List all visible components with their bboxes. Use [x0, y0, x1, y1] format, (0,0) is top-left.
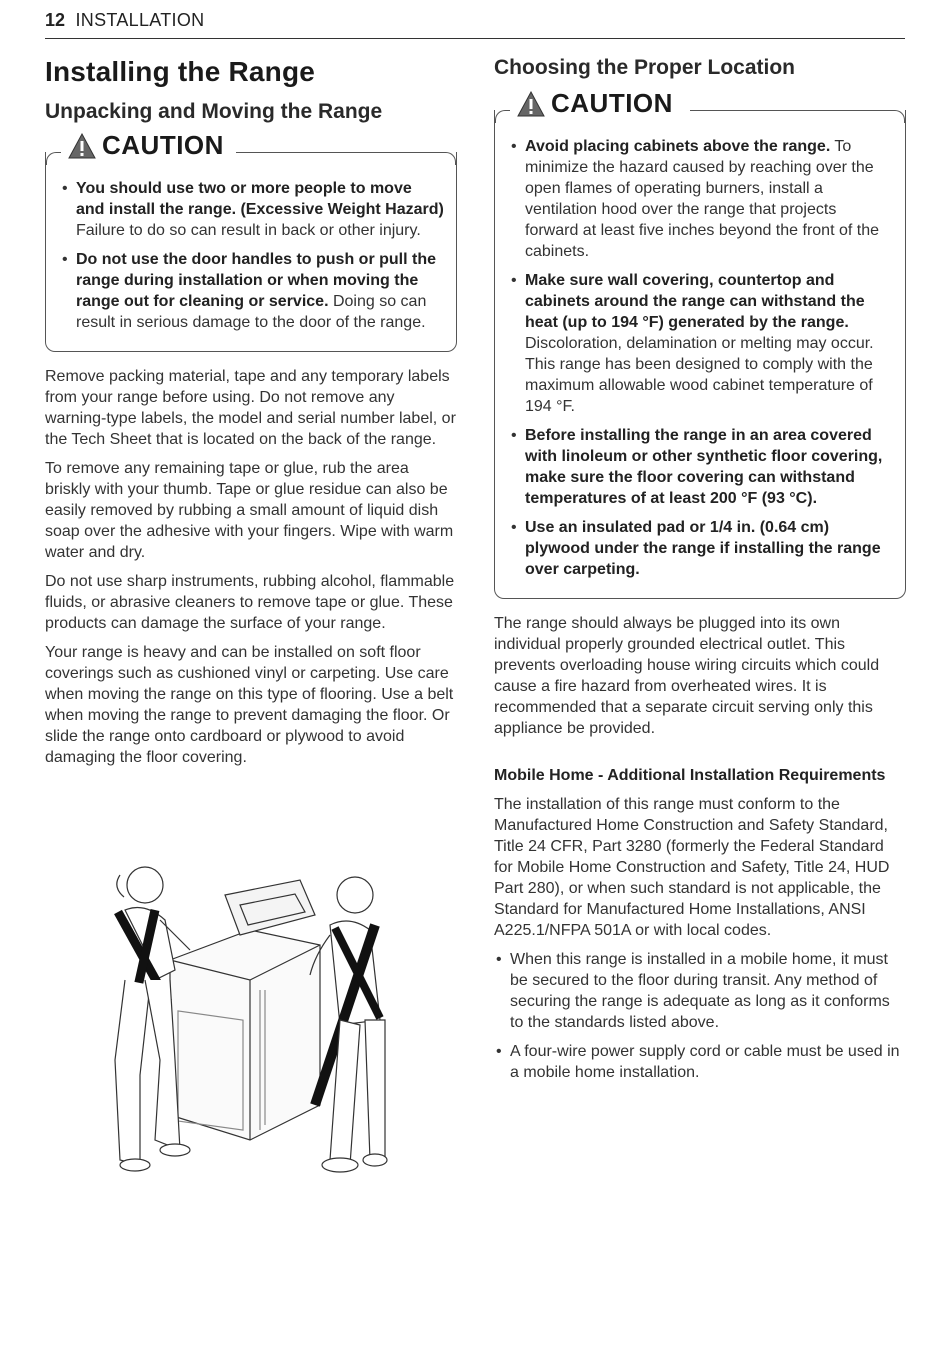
section-heading-unpacking: Unpacking and Moving the Range — [45, 100, 383, 123]
paragraph: Do not use sharp instruments, rubbing alcohol, flammable fluids, or abrasive cleaners to remove tape or glue. These products can damage the surface of your range. — [45, 573, 455, 632]
caution-list — [60, 178, 444, 333]
caution-list — [509, 136, 893, 580]
caution-box-location — [494, 88, 906, 599]
caution-item: • You should use two or more people to move and install the range. (Excessive Weight Hazard) Failure to do so can result in back or other injury. — [60, 178, 444, 241]
caution-item: • Avoid placing cabinets above the range. To minimize the hazard caused by reaching over the open flames of operating burners, install a ventilation hood over the range that projects forward at least five inches beyond the front of the cabinets. — [509, 136, 893, 262]
paragraph: To remove any remaining tape or glue, rub the area briskly with your thumb. Tape or glue residue can also be easily removed by rubbing a small amount of liquid dish soap over the adhesive with your fingers. Wipe with warm water and dry. — [45, 460, 454, 561]
mobile-home-list — [494, 949, 906, 1083]
caution-header — [517, 88, 673, 119]
caution-item: • Use an insulated pad or 1/4 in. (0.64 cm) plywood under the range if installing the range over carpeting. — [509, 517, 893, 580]
left-column — [45, 50, 457, 776]
caution-item: • Do not use the door handles to push or pull the range during installation or when moving the range out for cleaning or service. Doing so can result in serious damage to the door of the range. — [60, 249, 444, 333]
page-number: 12 — [45, 10, 66, 30]
two-people-moving-range-illustration — [100, 850, 400, 1180]
list-item: • When this range is installed in a mobile home, it must be secured to the floor during transit. Any method of securing the range is adequate as long as it conforms to the standards listed above. — [494, 949, 906, 1033]
page-title: Installing the Range — [45, 56, 316, 87]
page-header — [45, 10, 905, 39]
list-item: • A four-wire power supply cord or cable must be used in a mobile home installation. — [494, 1041, 906, 1083]
caution-header — [68, 130, 224, 161]
caution-item: • Before installing the range in an area covered with linoleum or other synthetic floor covering, make sure the floor covering can withstand temperatures of at least 200 °F (93 °C). — [509, 425, 893, 509]
warning-triangle-icon — [517, 91, 545, 117]
paragraph: Remove packing material, tape and any temporary labels from your range before using. Do not remove any warning-type labels, the model and serial number label, or the Tech Sheet that is located on the back of the range. — [45, 368, 456, 448]
section-title: INSTALLATION — [75, 10, 205, 30]
right-column — [494, 50, 906, 1091]
paragraph: The range should always be plugged into its own individual properly grounded electrical outlet. This prevents overloading house wiring circuits which could cause a fire hazard from overheated wires. It is recommended that a separate circuit serving only this appliance be provided. — [494, 615, 880, 737]
paragraph: The installation of this range must conform to the Manufactured Home Construction and Safety Standard, Title 24 CFR, Part 3280 (formerly the Federal Standard for Mobile Home Construction and Safety, Title 24, HUD Part 280), or when such standard is not applicable, the Standard for Manufactured Home Installations, ANSI A225.1/NFPA 501A or with local codes. — [494, 796, 890, 939]
caution-label: CAUTION — [551, 88, 673, 118]
mobile-home-heading: Mobile Home - Additional Installation Requirements — [494, 767, 886, 784]
caution-box-unpacking — [45, 130, 457, 352]
caution-label: CAUTION — [102, 130, 224, 160]
section-heading-location: Choosing the Proper Location — [494, 56, 796, 79]
paragraph: Your range is heavy and can be installed on soft floor coverings such as cushioned vinyl or carpeting. Use care when moving the range on this type of flooring. Use a belt when moving the range to prevent damaging the floor. Or slide the range onto cardboard or plywood to avoid damaging the floor covering. — [45, 644, 454, 766]
caution-item: • Make sure wall covering, countertop and cabinets around the range can withstand the heat (up to 194 °F) generated by the range. Discoloration, delamination or melting may occur. This range has been designed to comply with the maximum allowable wood cabinet temperature of 194 °F. — [509, 270, 893, 417]
warning-triangle-icon — [68, 133, 96, 159]
